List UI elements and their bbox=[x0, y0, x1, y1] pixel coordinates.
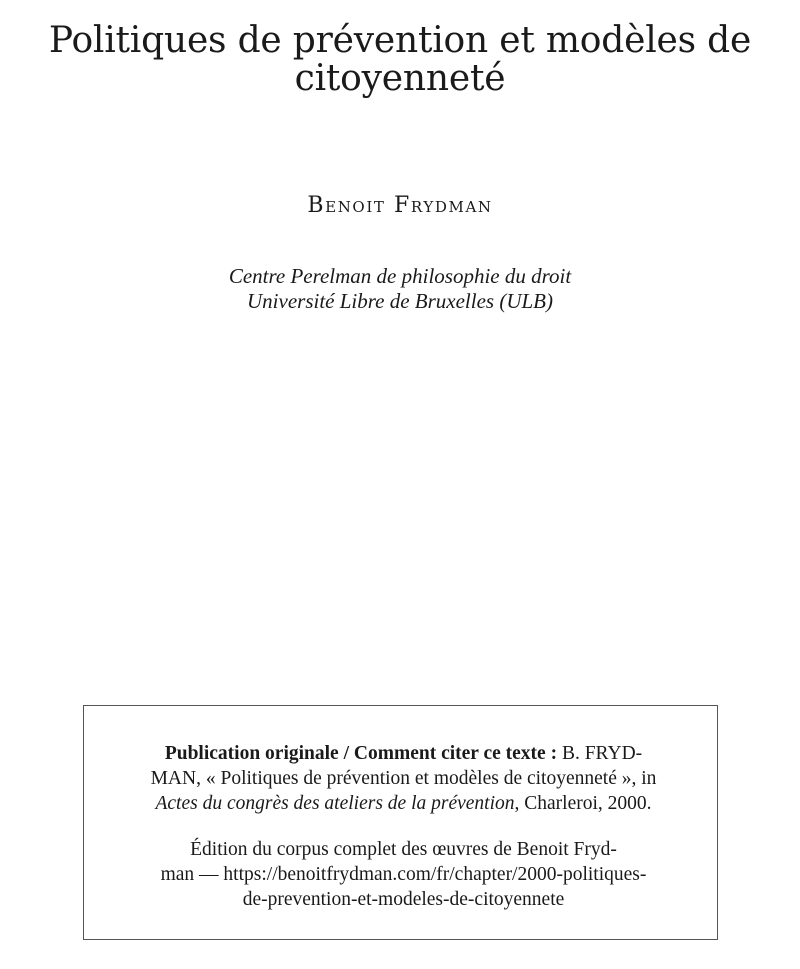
title-line-2: citoyenneté bbox=[294, 58, 506, 99]
title-line-1: Politiques de prévention et modèles de bbox=[48, 20, 752, 61]
citation-line-1-rest: B. FRYD- bbox=[557, 743, 643, 764]
citation-box bbox=[83, 705, 718, 940]
citation-line-3 bbox=[121, 791, 686, 816]
edition-paragraph bbox=[121, 837, 686, 912]
citation-line-1 bbox=[121, 741, 686, 766]
citation-source-title: Actes du congrès des ateliers de la prévention bbox=[155, 793, 515, 814]
affiliation-line-1: Centre Perelman de philosophie du droit bbox=[228, 264, 572, 288]
citation-line-3-rest: , Charleroi, 2000. bbox=[514, 793, 652, 814]
document-title bbox=[27, 22, 773, 98]
affiliation bbox=[0, 264, 800, 314]
edition-line-2: man — https://benoitfrydman.com/fr/chapter/2000-politiques- bbox=[160, 864, 647, 885]
citation-label: Publication originale / Comment citer ce texte : bbox=[164, 743, 558, 764]
citation-paragraph bbox=[121, 741, 686, 816]
affiliation-line-2: Université Libre de Bruxelles (ULB) bbox=[247, 289, 553, 313]
edition-line-3: de-prevention-et-modeles-de-citoyennete bbox=[242, 889, 565, 910]
edition-line-1: Édition du corpus complet des œuvres de Benoit Fryd- bbox=[190, 839, 617, 860]
citation-line-2: MAN, « Politiques de prévention et modèles de citoyenneté », in bbox=[150, 768, 657, 789]
author-name: Benoit Frydman bbox=[307, 193, 493, 218]
